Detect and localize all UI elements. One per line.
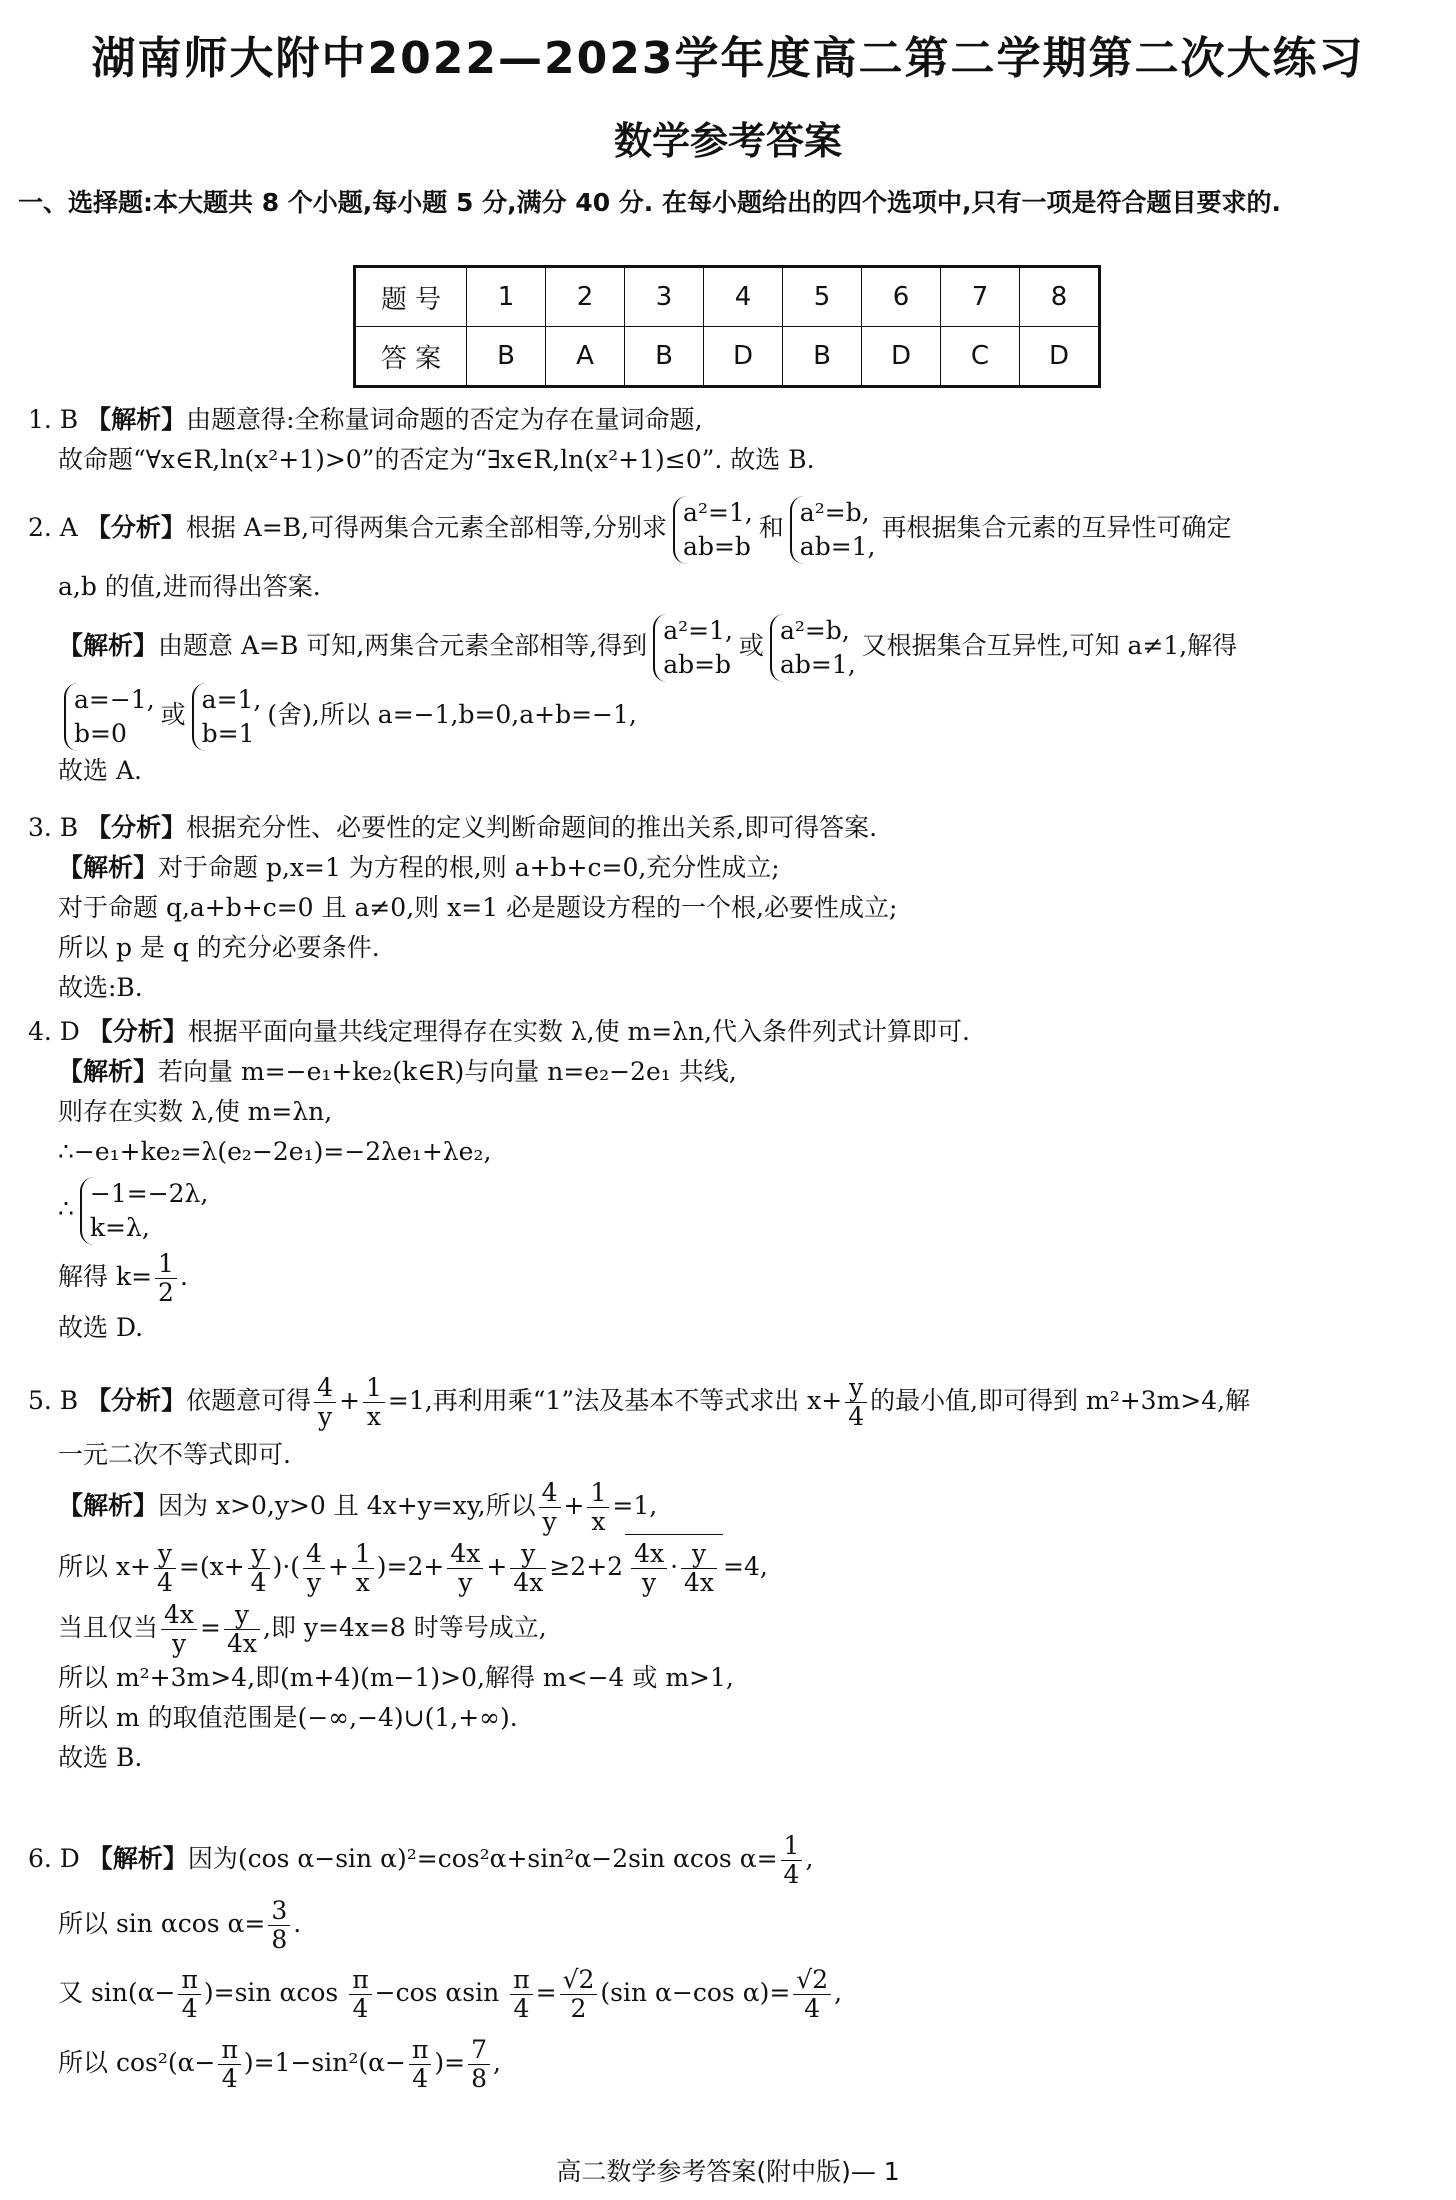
q3-solution-1: 对于命题 p,x=1 为方程的根,则 a+b+c=0,充分性成立; [158,853,780,882]
equation-part: )=1−sin²(α− [243,2048,406,2077]
q3-solution-4: 故选:B. [58,973,143,1002]
connector-text: 或 [738,631,764,660]
denominator: 4x [684,1568,715,1597]
table-cell: A [546,327,625,387]
question-6 [28,1828,1438,2098]
solution-tag: 【解析】 [58,1057,159,1086]
fraction [155,1250,177,1307]
equation-system [790,496,876,564]
numerator: 4 [303,1540,325,1569]
equation-part: )=sin αcos [203,1978,347,2007]
fraction [845,1374,867,1431]
equation-system [653,614,733,682]
answer-table [353,265,1101,388]
denominator: 4x [226,1629,257,1658]
numerator: y [681,1540,717,1569]
document-subtitle: 数学参考答案 [613,119,842,163]
numerator: √2 [793,1966,831,1995]
denominator: x [366,1402,382,1431]
equation-line: ab=b [663,649,732,679]
q6-solution-2: 所以 sin αcos α= [58,1909,266,1938]
numerator: π [178,1966,200,1995]
plus-sign: + [563,1491,585,1520]
table-header-number: 题 号 [355,267,467,327]
therefore-symbol: ∴ [58,1194,74,1223]
equation-line: a=−1, [74,684,155,714]
numerator: π [349,1966,371,1995]
table-cell: B [625,327,704,387]
q5-analysis-4: 一元二次不等式即可. [58,1440,291,1469]
equation-system [64,683,155,751]
denominator: y [171,1629,187,1658]
equation-line: a²=b, [779,615,850,645]
fraction [161,1601,197,1658]
solution-tag: 【解析】 [58,1491,159,1520]
denominator: 4 [804,1994,821,2023]
equation-line: −1=−2λ, [89,1178,209,1208]
period: . [179,1262,188,1291]
question-2 [28,495,1438,791]
denominator: 8 [471,2064,488,2093]
equation-line: a=1, [201,684,262,714]
fraction [268,1897,290,1954]
numerator: 1 [352,1540,374,1569]
table-cell: D [1020,327,1100,387]
table-cell: C [941,327,1020,387]
table-cell: B [467,327,546,387]
numerator: y [510,1540,546,1569]
connector-text: 或 [160,700,186,729]
question-5: 5. B 【分析】依题意可得 $\frac{4}{y}$ + $\frac{1}{x}$ =1,再利用乘“1”法及基本不等式求出 x+ $\frac{y}{4}$ 的最小值,即可得到 m²+3m>4,解 一元二次不等式即可. 【解析】因为 x>0,y>0 且 4x+y=xy,所以 $\frac{4}{y}$ + $\frac{1}{x}$ =1, 所以 x+ $\frac{y}{4}$ =(x+ $\frac{y}{4}$ )·( $\frac{4}{y}$ + $\frac{1}{x}$ )=2+ $\frac{4x}{y}$ + $\frac{y}{4x}$ ≥2+2 $\frac{4x}{y}$ · $\frac{y}{4x}$ =4, 当且仅当 $\frac{4x}{y}$ = $\frac{y}{4x}$ ,即 y=4x=8 时等号成立, 所以 m²+3m>4,即(m+4)(m−1)>0,解得 m<−4 或 m>1, 所以 m 的取值范围是(−∞,−4)∪(1,+∞). 故选 B. [28,1370,1438,1778]
question-4 [28,1012,1438,1348]
q1-head: 1. B [28,405,79,434]
denominator: 4 [783,1860,800,1889]
equation-line: b=1 [201,718,255,748]
document-title: 湖南师大附中2022—2023学年度高二第二学期第二次大练习 [91,33,1365,84]
table-cell: D [862,327,941,387]
numerator: 4x [447,1540,483,1569]
numerator: π [510,1966,532,1995]
fraction [631,1540,667,1597]
q4-solution-3: ∴−e₁+ke₂=λ(e₂−2e₁)=−2λe₁+λe₂, [58,1137,492,1166]
denominator: 8 [271,1925,288,1954]
q4-head: 4. D [28,1017,80,1046]
q5-solution-3: 当且仅当 [58,1613,159,1642]
table-cell: 2 [546,267,625,327]
equation-tail: ,即 y=4x=8 时等号成立, [263,1613,547,1642]
q2-solution-3: (舍),所以 a=−1,b=0,a+b=−1, [267,700,637,729]
equation-tail: , [834,1978,843,2007]
table-cell: 6 [862,267,941,327]
fraction [793,1966,831,2023]
denominator: 4 [181,1994,198,2023]
equation-line: ab=b [683,531,751,561]
q4-solution-2: 则存在实数 λ,使 m=λn, [58,1097,333,1126]
q4-analysis: 根据平面向量共线定理得存在实数 λ,使 m=λn,代入条件列式计算即可. [187,1017,970,1046]
numerator: 1 [781,1832,803,1861]
solution-tag: 【解析】 [87,1844,188,1873]
equation-line: ab=1, [779,649,856,679]
fraction [224,1601,260,1658]
table-header-answer: 答 案 [355,327,467,387]
square-root: $\frac{4x}{y}$ · $\frac{y}{4x}$ [625,1534,723,1599]
equation-system [80,1177,208,1245]
answer-table-answer-row [355,327,1100,387]
q3-analysis: 根据充分性、必要性的定义判断命题间的推出关系,即可得答案. [186,813,878,842]
table-cell: 3 [625,267,704,327]
numerator: √2 [560,1966,598,1995]
q5-analysis-3: 的最小值,即可得到 m²+3m>4,解 [870,1386,1251,1415]
q6-solution-4: 所以 cos²(α− [58,2048,216,2077]
denominator: x [591,1507,606,1536]
section-heading: 一、选择题:本大题共 8 个小题,每小题 5 分,满分 40 分. 在每小题给出的四个选项中,只有一项是符合题目要求的. [18,188,1281,217]
fraction [314,1374,336,1431]
denominator: y [642,1568,657,1597]
equation-system [192,683,262,751]
denominator: y [542,1507,557,1536]
table-cell: 4 [704,267,783,327]
equation-tail: =4, [723,1552,768,1581]
equation-tail: , [493,2048,501,2077]
fraction [510,1540,546,1597]
q5-solution-4: 所以 m²+3m>4,即(m+4)(m−1)>0,解得 m<−4 或 m>1, [58,1663,734,1692]
analysis-tag: 【分析】 [86,813,187,842]
equation-part: ≥2+2 [549,1552,624,1581]
solution-tag: 【解析】 [58,853,159,882]
question-1 [28,400,1438,480]
q5-analysis-2: =1,再利用乘“1”法及基本不等式求出 x+ [387,1386,843,1415]
fraction [218,2036,240,2093]
equation-part: )=2+ [376,1552,445,1581]
numerator: 3 [268,1897,290,1926]
numerator: 4 [314,1374,336,1403]
equation-part: = [535,1978,557,2007]
denominator: 2 [570,1994,587,2023]
fraction [303,1540,325,1597]
q4-result-text: 解得 k= [58,1262,153,1291]
fraction [154,1540,176,1597]
q2-solution-4: 故选 A. [58,756,142,785]
fraction [409,2036,431,2093]
table-cell: 8 [1020,267,1100,327]
fraction [349,1966,371,2023]
q2-analysis-1: 根据 A=B,可得两集合元素全部相等,分别求 [185,513,668,542]
fraction [681,1540,717,1597]
q6-solution-3: 又 sin(α− [58,1978,176,2007]
equation-tail: =1, [612,1491,658,1520]
fraction [781,1832,803,1889]
numerator: y [154,1540,176,1569]
q3-head: 3. B [28,813,79,842]
numerator: 7 [468,2036,490,2065]
fraction [363,1374,385,1431]
denominator: 4x [513,1568,544,1597]
denominator: y [318,1402,333,1431]
denominator: y [306,1568,322,1597]
question-3 [28,808,1438,1008]
equation-part: )·( [272,1552,301,1581]
q5-analysis-1: 依题意可得 [186,1386,312,1415]
q5-solution-6: 故选 B. [58,1743,143,1772]
connector-text: 和 [758,513,784,542]
solution-tag: 【解析】 [86,405,187,434]
q3-solution-3: 所以 p 是 q 的充分必要条件. [58,933,380,962]
equation-line: a²=b, [799,497,870,527]
numerator: π [218,2036,240,2065]
q6-solution-1: 因为(cos α−sin α)²=cos²α+sin²α−2sin αcos α= [187,1844,778,1873]
equation-part: −cos αsin [374,1978,508,2007]
answer-table-number-row [355,267,1100,327]
numerator: 1 [155,1250,177,1279]
q2-solution-2: 又根据集合互异性,可知 a≠1,解得 [861,631,1238,660]
q2-head: 2. A [28,513,78,542]
q6-head: 6. D [28,1844,80,1873]
q1-line2: 故命题“∀x∈R,ln(x²+1)>0”的否定为“∃x∈R,ln(x²+1)≤0”. 故选 B. [58,445,815,474]
fraction [447,1540,483,1597]
numerator: π [409,2036,431,2065]
equation-line: b=0 [74,718,127,748]
fraction [560,1966,598,2023]
q2-analysis-3: a,b 的值,进而得出答案. [58,572,321,601]
fraction [248,1540,270,1597]
equation-part: )= [434,2048,466,2077]
q2-analysis-2: 再根据集合元素的互异性可确定 [881,513,1232,542]
plus-sign: + [327,1552,349,1581]
equation-tail: , [805,1844,814,1873]
solution-tag: 【解析】 [58,631,159,660]
denominator: 2 [158,1278,174,1307]
equation-system [770,614,856,682]
page-footer: 高二数学参考答案(附中版)— 1 [556,2157,900,2186]
q5-solution-5: 所以 m 的取值范围是(−∞,−4)∪(1,+∞). [58,1703,518,1732]
denominator: y [458,1568,473,1597]
fraction [178,1966,200,2023]
numerator: 4x [161,1601,197,1630]
denominator: 4 [221,2064,238,2093]
table-cell: B [783,327,862,387]
fraction [539,1479,561,1536]
q4-solution-1: 若向量 m=−e₁+ke₂(k∈R)与向量 n=e₂−2e₁ 共线, [158,1057,737,1086]
fraction [510,1966,532,2023]
numerator: 4 [539,1479,561,1508]
equation-system [673,496,753,564]
plus-sign: + [486,1552,508,1581]
analysis-tag: 【分析】 [86,1386,187,1415]
q1-line1: 由题意得:全称量词命题的否定为存在量词命题, [186,405,703,434]
equation-tail: . [293,1909,302,1938]
table-cell: 7 [941,267,1020,327]
denominator: 4 [250,1568,267,1597]
fraction [468,2036,490,2093]
equation-line: a²=1, [683,497,753,527]
denominator: 4 [352,1994,369,2023]
q2-solution-1: 由题意 A=B 可知,两集合元素全部相等,得到 [158,631,648,660]
equation-part: =(x+ [178,1552,245,1581]
analysis-tag: 【分析】 [87,1017,188,1046]
denominator: 4 [412,2064,429,2093]
q5-solution-1: 因为 x>0,y>0 且 4x+y=xy,所以 [158,1491,536,1520]
numerator: y [224,1601,260,1630]
plus-sign: + [339,1386,361,1415]
numerator: 1 [587,1479,609,1508]
denominator: 4 [848,1402,865,1431]
analysis-tag: 【分析】 [85,513,186,542]
q5-head: 5. B [28,1386,79,1415]
numerator: y [845,1374,867,1403]
table-cell: 1 [467,267,546,327]
numerator: 1 [363,1374,385,1403]
denominator: x [355,1568,370,1597]
q5-solution-2: 所以 x+ [58,1552,151,1581]
table-cell: D [704,327,783,387]
equation-line: ab=1, [799,531,876,561]
q3-solution-2: 对于命题 q,a+b+c=0 且 a≠0,则 x=1 必是题设方程的一个根,必要性成立; [58,893,898,922]
equation-line: a²=1, [663,615,733,645]
denominator: 4 [157,1568,173,1597]
q4-solution-6: 故选 D. [58,1313,144,1342]
table-cell: 5 [783,267,862,327]
equation-line: k=λ, [89,1212,150,1242]
numerator: 4x [631,1540,667,1569]
fraction [352,1540,374,1597]
fraction [587,1479,609,1536]
denominator: 4 [513,1994,530,2023]
numerator: y [248,1540,270,1569]
equation-part: (sin α−cos α)= [600,1978,791,2007]
